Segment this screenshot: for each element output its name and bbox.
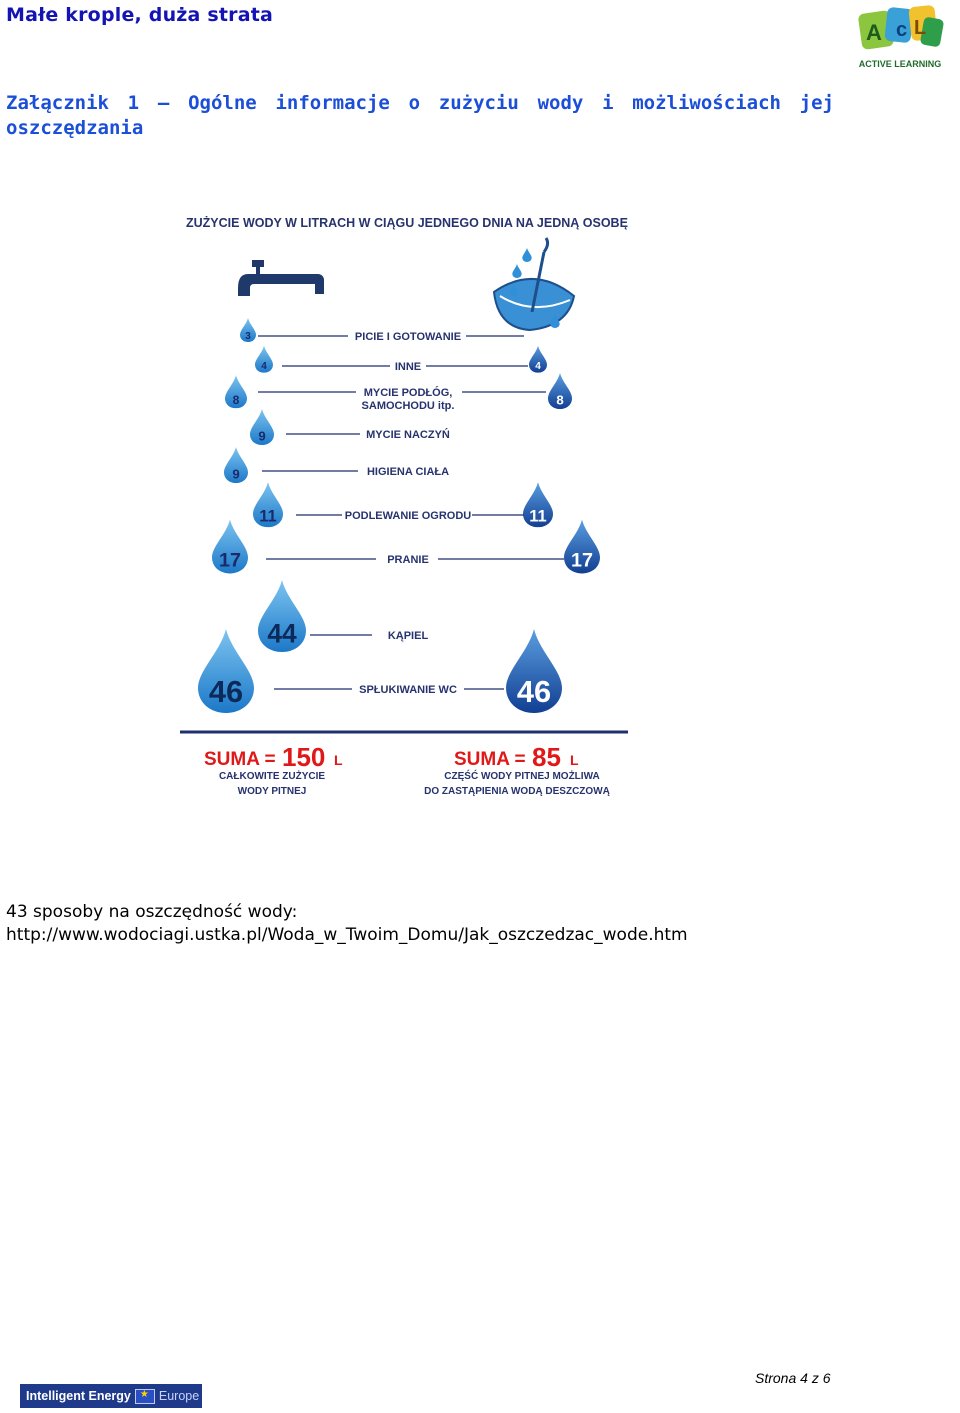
drop-right-value: 17 xyxy=(570,549,594,572)
usage-label: KĄPIEL xyxy=(387,630,429,642)
tap-icon xyxy=(238,260,324,296)
usage-label: INNE xyxy=(394,361,422,373)
svg-text:SUMA =: SUMA = xyxy=(454,749,526,770)
svg-text:L: L xyxy=(334,752,343,768)
drop-left-value: 46 xyxy=(208,674,244,710)
svg-text:CAŁKOWITE ZUŻYCIE: CAŁKOWITE ZUŻYCIE xyxy=(218,771,326,782)
svg-text:c: c xyxy=(896,19,908,41)
intelligent-energy-logo xyxy=(20,1384,202,1408)
usage-label: HIGIENA CIAŁA xyxy=(366,466,450,478)
usage-row xyxy=(240,318,524,343)
drop-left-value: 9 xyxy=(258,428,266,444)
svg-text:SUMA =: SUMA = xyxy=(204,749,276,770)
svg-text:L: L xyxy=(570,752,579,768)
water-saving-tips xyxy=(6,901,688,947)
drop-left-value: 44 xyxy=(267,618,297,649)
usage-row xyxy=(225,373,572,412)
page-header-title: Małe krople, duża strata xyxy=(6,4,274,26)
svg-text:CZĘŚĆ WODY PITNEJ MOŻLIWA: CZĘŚĆ WODY PITNEJ MOŻLIWA xyxy=(444,771,600,782)
svg-text:85: 85 xyxy=(532,742,561,772)
footer-brand-text: Intelligent Energy xyxy=(26,1389,131,1403)
svg-text:A: A xyxy=(866,20,882,45)
drop-left-value: 9 xyxy=(232,466,240,482)
usage-row xyxy=(224,447,449,483)
tips-intro: 43 sposoby na oszczędność wody: xyxy=(6,902,298,922)
infographic-heading: ZUŻYCIE WODY W LITRACH W CIĄGU JEDNEGO DNIA NA JEDNĄ OSOBĘ xyxy=(186,216,628,230)
drop-right-value: 8 xyxy=(556,392,564,408)
attachment-dash: – xyxy=(157,92,170,114)
attachment-label: Załącznik 1 xyxy=(6,92,140,114)
drop-left-value: 4 xyxy=(261,361,267,373)
svg-text:150: 150 xyxy=(282,742,326,772)
svg-text:DO ZASTĄPIENIA WODĄ DESZCZOWĄ: DO ZASTĄPIENIA WODĄ DESZCZOWĄ xyxy=(424,786,610,797)
usage-row xyxy=(255,346,547,373)
sum-right xyxy=(424,742,610,797)
usage-label-2: SAMOCHODU itp. xyxy=(361,400,455,412)
drop-left-value: 8 xyxy=(232,392,240,407)
drop-left-value: 11 xyxy=(259,507,277,526)
footer-region-text: Europe xyxy=(158,1389,200,1403)
usage-row xyxy=(198,629,562,713)
drop-right-value: 11 xyxy=(529,507,547,526)
usage-label: PODLEWANIE OGRODU xyxy=(344,510,472,522)
svg-text:L: L xyxy=(914,17,927,39)
usage-row xyxy=(258,580,428,652)
page-number: Strona 4 z 6 xyxy=(755,1370,831,1386)
usage-row xyxy=(250,409,450,445)
attachment-heading xyxy=(6,91,834,141)
usage-label: PICIE I GOTOWANIE xyxy=(354,331,462,343)
usage-row xyxy=(253,482,553,527)
active-learning-logo xyxy=(852,2,948,72)
eu-flag-icon xyxy=(135,1389,155,1404)
tips-link[interactable]: http://www.wodociagi.ustka.pl/Woda_w_Twoim_Domu/Jak_oszczedzac_wode.htm xyxy=(6,925,688,945)
attachment-title: Ogólne informacje o zużyciu wody i możliwościach jej oszczędzania xyxy=(6,92,834,139)
water-usage-infographic xyxy=(172,204,642,804)
svg-text:WODY PITNEJ: WODY PITNEJ xyxy=(237,786,307,797)
usage-label: MYCIE PODŁÓG, xyxy=(363,387,453,399)
logo-text: ACTIVE LEARNING xyxy=(858,59,942,69)
usage-label: MYCIE NACZYŃ xyxy=(366,429,450,441)
umbrella-icon xyxy=(494,238,574,330)
sum-left xyxy=(204,742,343,797)
usage-label: SPŁUKIWANIE WC xyxy=(359,684,457,696)
usage-label: PRANIE xyxy=(387,554,429,566)
usage-row xyxy=(212,520,600,574)
drop-left-value: 3 xyxy=(245,330,251,342)
drop-left-value: 17 xyxy=(218,549,242,572)
drop-right-value: 4 xyxy=(535,361,541,373)
drop-right-value: 46 xyxy=(516,674,552,710)
